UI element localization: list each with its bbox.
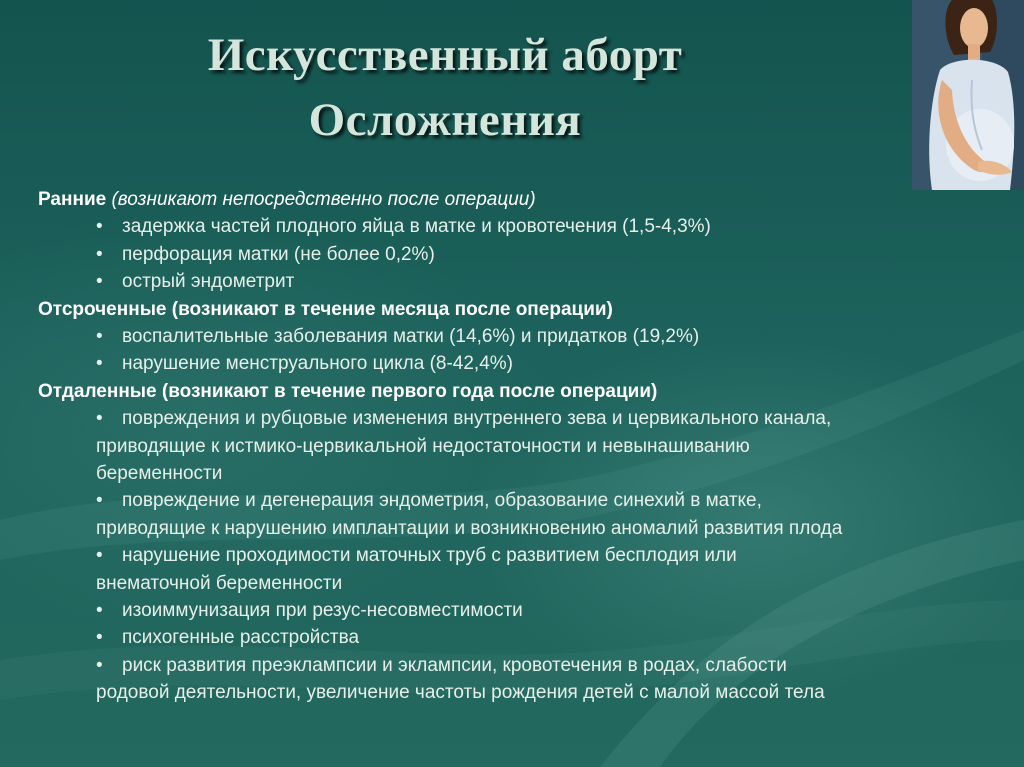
list-item [96, 488, 762, 514]
bullet-icon: • [96, 408, 103, 430]
list-item-continuation: беременности [96, 463, 223, 484]
list-item-text: изоиммунизация при резус-несовместимости [122, 600, 523, 621]
list-item [96, 406, 831, 432]
section-heading [38, 187, 536, 213]
list-item-text: нарушение менструального цикла (8-42,4%) [122, 353, 513, 375]
list-item-text: повреждения и рубцовые изменения внутреннего зева и цервикального канала, [122, 408, 832, 430]
section-heading [38, 297, 613, 323]
list-item-text: задержка частей плодного яйца в матке и кровотечения (1,5-4,3%) [122, 216, 711, 238]
list-item [96, 214, 711, 240]
list-item-continuation: приводящие к истмико-цервикальной недостаточности и невынашиванию [96, 435, 750, 457]
bullet-icon: • [96, 353, 103, 375]
page-subtitle: Осложнения [308, 94, 582, 146]
bullet-icon: • [96, 326, 103, 347]
list-item-text: воспалительные заболевания матки (14,6%) и придатков (19,2%) [122, 326, 700, 347]
section-heading-text: Отсроченные (возникают в течение месяца после операции) [38, 298, 613, 320]
list-item-text: повреждение и дегенерация эндометрия, образование синехий в матке, [122, 490, 762, 512]
list-item-text: риск развития преэклампсии и эклампсии, кровотечения в родах, слабости [122, 654, 787, 676]
bullet-icon: • [96, 654, 103, 676]
section-heading [38, 379, 657, 405]
list-item [96, 653, 787, 679]
page-title: Искусственный аборт [207, 29, 683, 81]
bullet-icon: • [96, 600, 103, 621]
section-heading-text: Отдаленные (возникают в течение первого года после операции) [38, 380, 658, 402]
bullet-icon: • [96, 271, 103, 293]
bullet-icon: • [96, 490, 103, 512]
list-item-continuation: родовой деятельности, увеличение частоты рождения детей с малой массой тела [96, 682, 825, 704]
list-item [96, 269, 294, 295]
bullet-icon: • [96, 545, 103, 567]
list-item [96, 543, 737, 569]
list-item [96, 242, 435, 268]
list-item [96, 351, 513, 377]
bullet-icon: • [96, 243, 103, 265]
section-heading-note: (возникают непосредственно после операции) [111, 189, 536, 210]
list-item [96, 598, 523, 624]
list-item-text: нарушение проходимости маточных труб с развитием бесплодия или [122, 545, 737, 567]
list-item [96, 625, 359, 651]
bullet-icon: • [96, 627, 103, 649]
list-item-text: перфорация матки (не более 0,2%) [122, 243, 435, 265]
list-item-text: острый эндометрит [122, 271, 295, 293]
list-item-text: психогенные расстройства [122, 627, 360, 649]
list-item-continuation: внематочной беременности [96, 572, 343, 594]
bullet-icon: • [96, 216, 103, 238]
section-heading-text: Ранние [38, 189, 107, 210]
list-item-continuation: приводящие к нарушению имплантации и возникновению аномалий развития плода [96, 517, 843, 539]
list-item [96, 324, 699, 350]
